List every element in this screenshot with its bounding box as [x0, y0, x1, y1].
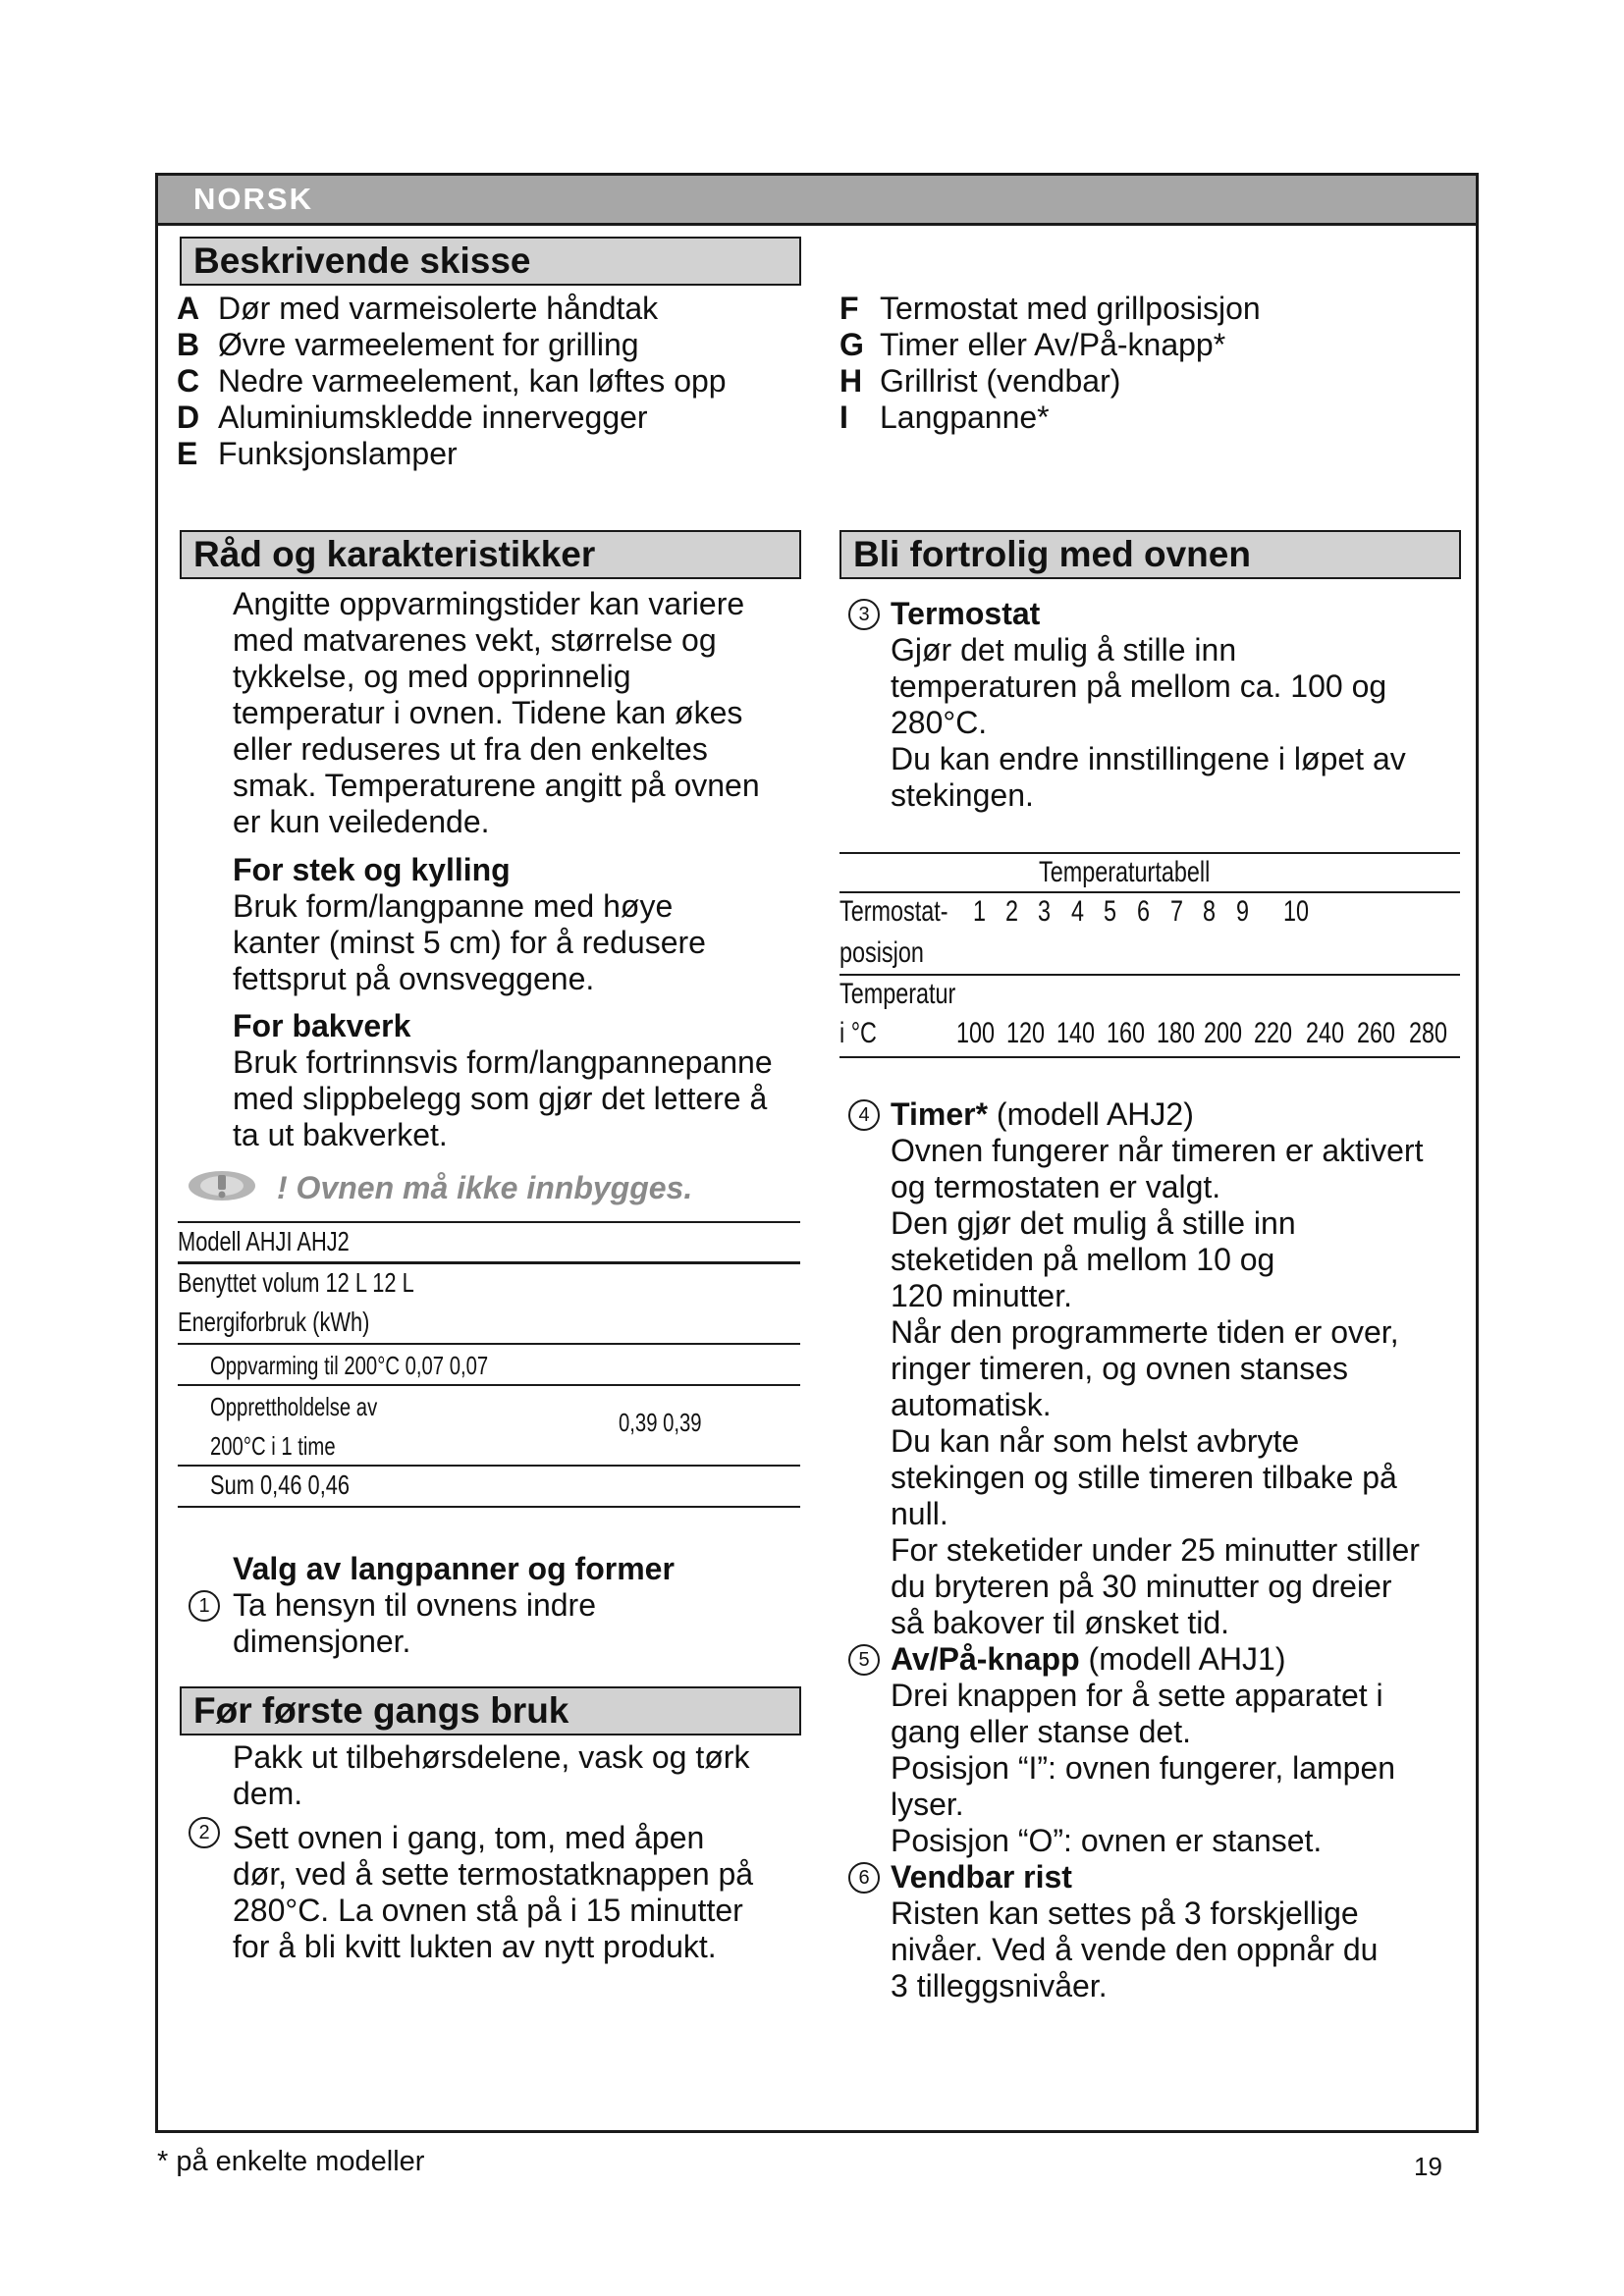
item-letter: G	[839, 327, 864, 362]
pans-line: dimensjoner.	[233, 1624, 411, 1659]
first-use-heading: Før første gangs bruk	[180, 1686, 801, 1735]
callout-number-5: 5	[848, 1644, 880, 1676]
spec-volume-row: Benyttet volum 12 L 12 L	[178, 1267, 414, 1298]
rack-line: 3 tilleggsnivåer.	[891, 1968, 1108, 2003]
advice-line: med matvarenes vekt, størrelse og	[233, 622, 717, 658]
item-text: Dør med varmeisolerte håndtak	[218, 291, 659, 326]
item-text: Funksjonslamper	[218, 436, 458, 471]
first-use-line: 280°C. La ovnen stå på i 15 minutter	[233, 1893, 743, 1928]
rack-line: nivåer. Ved å vende den oppnår du	[891, 1932, 1379, 1967]
timer-line: automatisk.	[891, 1387, 1052, 1422]
onoff-line: Posisjon “O”: ovnen er stanset.	[891, 1823, 1323, 1858]
temp-position: 8	[1203, 895, 1217, 928]
spec-heating-row: Oppvarming til 200°C 0,07 0,07	[210, 1351, 489, 1380]
item-letter: H	[839, 363, 863, 399]
pans-subheading: Valg av langpanner og former	[233, 1551, 675, 1586]
temp-position: 9	[1236, 895, 1250, 928]
timer-title: Timer*	[891, 1096, 989, 1132]
temp-pos-label: posisjon	[839, 936, 924, 969]
advice-line: eller reduseres ut fra den enkeltes	[233, 731, 708, 767]
onoff-title: Av/På-knapp	[891, 1641, 1080, 1677]
temp-position: 1	[973, 895, 987, 928]
stek-line: Bruk form/langpanne med høye	[233, 888, 674, 924]
temp-value: 100	[956, 1017, 996, 1049]
table-rule	[178, 1343, 800, 1345]
advice-heading: Råd og karakteristikker	[180, 530, 801, 579]
timer-line: ringer timeren, og ovnen stanses	[891, 1351, 1349, 1386]
item-text: Aluminiumskledde innervegger	[218, 400, 648, 435]
thermostat-line: temperaturen på mellom ca. 100 og	[891, 668, 1387, 704]
table-rule	[178, 1465, 800, 1467]
onoff-line: Drei knappen for å sette apparatet i	[891, 1678, 1383, 1713]
timer-subheading	[891, 1096, 1194, 1133]
table-rule	[839, 891, 1460, 893]
timer-line: stekingen og stille timeren tilbake på	[891, 1460, 1397, 1495]
warning-icon	[187, 1168, 257, 1203]
temp-position: 10	[1283, 895, 1310, 928]
timer-line: Den gjør det mulig å stille inn	[891, 1205, 1296, 1241]
onoff-line: lyser.	[891, 1787, 964, 1822]
onoff-model: (modell AHJ1)	[1079, 1641, 1286, 1677]
timer-line: Du kan når som helst avbryte	[891, 1423, 1300, 1459]
stek-line: kanter (minst 5 cm) for å redusere	[233, 925, 706, 960]
first-use-line: dem.	[233, 1776, 303, 1811]
footnote: * på enkelte modeller	[157, 2146, 425, 2177]
advice-line: tykkelse, og med opprinnelig	[233, 659, 631, 694]
stek-line: fettsprut på ovnsveggene.	[233, 961, 595, 996]
thermostat-subheading: Termostat	[891, 596, 1041, 631]
temp-value: 180	[1157, 1017, 1196, 1049]
thermostat-line: stekingen.	[891, 777, 1034, 813]
temp-value: 260	[1357, 1017, 1396, 1049]
rack-subheading: Vendbar rist	[891, 1859, 1072, 1895]
sketch-heading: Beskrivende skisse	[180, 237, 801, 286]
callout-number-6: 6	[848, 1862, 880, 1894]
advice-line: temperatur i ovnen. Tidene kan økes	[233, 695, 743, 730]
spec-maintain-label: Opprettholdelse av	[210, 1392, 378, 1421]
item-text: Nedre varmeelement, kan løftes opp	[218, 363, 727, 399]
timer-line: du bryteren på 30 minutter og dreier	[891, 1569, 1392, 1604]
temp-position: 4	[1071, 895, 1085, 928]
temp-value: 200	[1204, 1017, 1243, 1049]
rack-line: Risten kan settes på 3 forskjellige	[891, 1896, 1359, 1931]
onoff-line: gang eller stanse det.	[891, 1714, 1191, 1749]
temp-pos-label: Termostat-	[839, 895, 948, 928]
advice-line: smak. Temperaturene angitt på ovnen	[233, 768, 760, 803]
first-use-line: dør, ved å sette termostatknappen på	[233, 1856, 754, 1892]
item-letter: E	[177, 436, 198, 471]
timer-model: (modell AHJ2)	[988, 1096, 1194, 1132]
familiar-heading: Bli fortrolig med ovnen	[839, 530, 1461, 579]
first-use-line: Sett ovnen i gang, tom, med åpen	[233, 1820, 705, 1855]
thermostat-line: 280°C.	[891, 705, 988, 740]
temp-value: 240	[1306, 1017, 1345, 1049]
item-letter: D	[177, 400, 200, 435]
temp-value: 220	[1254, 1017, 1293, 1049]
timer-line: og termostaten er valgt.	[891, 1169, 1221, 1204]
table-rule	[839, 974, 1460, 976]
thermostat-line: Gjør det mulig å stille inn	[891, 632, 1237, 667]
item-text: Øvre varmeelement for grilling	[218, 327, 639, 362]
table-rule	[178, 1261, 800, 1264]
temp-position: 7	[1170, 895, 1184, 928]
bak-subheading: For bakverk	[233, 1008, 411, 1043]
item-letter: C	[177, 363, 200, 399]
stek-subheading: For stek og kylling	[233, 852, 511, 887]
spec-sum-row: Sum 0,46 0,46	[210, 1469, 351, 1500]
timer-line: For steketider under 25 minutter stiller	[891, 1532, 1420, 1568]
first-use-line: Pakk ut tilbehørsdelene, vask og tørk	[233, 1739, 750, 1775]
table-rule	[839, 1056, 1460, 1058]
item-letter: A	[177, 291, 200, 326]
timer-line: Når den programmerte tiden er over,	[891, 1314, 1399, 1350]
bak-line: med slippbelegg som gjør det lettere å	[233, 1081, 768, 1116]
language-label: NORSK	[193, 182, 313, 216]
spec-maintain-values: 0,39 0,39	[619, 1408, 702, 1437]
bak-line: ta ut bakverket.	[233, 1117, 448, 1152]
spec-model-row: Modell AHJI AHJ2	[178, 1226, 350, 1256]
pans-line: Ta hensyn til ovnens indre	[233, 1587, 596, 1623]
temp-value: 120	[1006, 1017, 1046, 1049]
item-letter: B	[177, 327, 200, 362]
callout-number-1: 1	[189, 1590, 220, 1622]
language-bar	[158, 176, 1476, 226]
timer-line: Ovnen fungerer når timeren er aktivert	[891, 1133, 1424, 1168]
temp-value: 140	[1056, 1017, 1096, 1049]
spec-energy-row: Energiforbruk (kWh)	[178, 1307, 370, 1337]
page-number: 19	[1414, 2152, 1442, 2181]
item-letter: I	[839, 400, 848, 435]
temp-value-label: Temperatur	[839, 978, 956, 1010]
item-text: Langpanne*	[880, 400, 1050, 435]
table-rule	[178, 1506, 800, 1508]
callout-number-2: 2	[189, 1817, 220, 1848]
table-rule	[839, 852, 1460, 854]
temp-position: 3	[1038, 895, 1052, 928]
onoff-subheading	[891, 1641, 1285, 1678]
temp-position: 6	[1137, 895, 1151, 928]
timer-line: steketiden på mellom 10 og	[891, 1242, 1275, 1277]
temp-value: 160	[1107, 1017, 1146, 1049]
temp-position: 2	[1005, 895, 1019, 928]
bak-line: Bruk fortrinnsvis form/langpannepanne	[233, 1044, 773, 1080]
timer-line: 120 minutter.	[891, 1278, 1072, 1313]
temp-value: 280	[1409, 1017, 1448, 1049]
temp-value-label: i °C	[839, 1017, 877, 1049]
first-use-line: for å bli kvitt lukten av nytt produkt.	[233, 1929, 717, 1964]
advice-line: er kun veiledende.	[233, 804, 490, 839]
table-rule	[178, 1221, 800, 1223]
item-text: Grillrist (vendbar)	[880, 363, 1121, 399]
callout-number-4: 4	[848, 1099, 880, 1131]
table-rule	[178, 1384, 800, 1386]
advice-line: Angitte oppvarmingstider kan variere	[233, 586, 745, 621]
thermostat-line: Du kan endre innstillingene i løpet av	[891, 741, 1406, 776]
warning-text: ! Ovnen må ikke innbygges.	[277, 1170, 693, 1205]
temp-position: 5	[1104, 895, 1117, 928]
callout-number-3: 3	[848, 599, 880, 630]
onoff-line: Posisjon “I”: ovnen fungerer, lampen	[891, 1750, 1396, 1786]
item-text: Termostat med grillposisjon	[880, 291, 1261, 326]
item-letter: F	[839, 291, 859, 326]
timer-line: null.	[891, 1496, 948, 1531]
temp-table-title: Temperaturtabell	[1039, 856, 1211, 888]
item-text: Timer eller Av/På-knapp*	[880, 327, 1226, 362]
spec-maintain-label: 200°C i 1 time	[210, 1431, 336, 1461]
timer-line: så bakover til ønsket tid.	[891, 1605, 1230, 1640]
